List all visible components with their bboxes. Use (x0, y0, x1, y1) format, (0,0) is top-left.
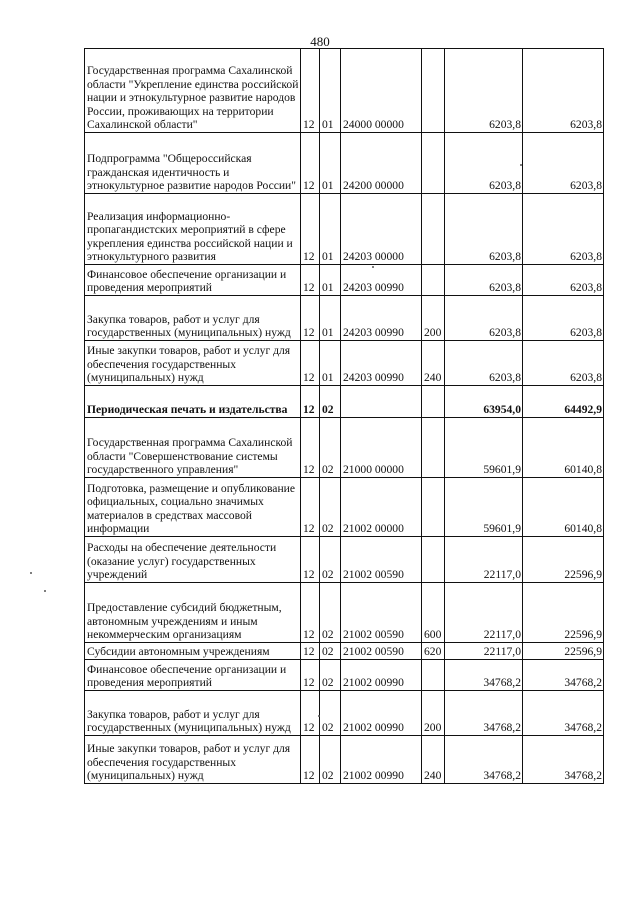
expense-type-cell: 600 (422, 583, 445, 643)
section-code-cell: 12 (301, 418, 320, 478)
amount-year2-cell: 6203,8 (523, 194, 604, 265)
amount-year1-cell: 22117,0 (445, 537, 523, 583)
table-row (85, 265, 604, 296)
amount-year1-cell: 22117,0 (445, 583, 523, 643)
expense-type-cell (422, 418, 445, 478)
amount-year2-cell: 60140,8 (523, 478, 604, 537)
table-row (85, 691, 604, 736)
section-code-cell: 12 (301, 478, 320, 537)
section-code-cell: 12 (301, 660, 320, 691)
target-article-cell: 21002 00000 (341, 478, 422, 537)
subsection-code-cell: 02 (320, 643, 341, 660)
amount-year2-cell: 60140,8 (523, 418, 604, 478)
section-code-cell: 12 (301, 341, 320, 386)
row-name-cell: Иные закупки товаров, работ и услуг для обеспечения государственных (муниципальных) нужд (85, 736, 301, 784)
amount-year2-cell: 22596,9 (523, 643, 604, 660)
scan-speck (520, 164, 522, 166)
table-row (85, 133, 604, 194)
row-name-cell: Государственная программа Сахалинской области "Укрепление единства российской нации и этнокультурное развитие народов России, проживающих на территории Сахалинской области" (85, 49, 301, 133)
subsection-code-cell: 01 (320, 265, 341, 296)
amount-year1-cell: 6203,8 (445, 133, 523, 194)
row-name-cell: Подготовка, размещение и опубликование официальных, социально значимых материалов в средствах массовой информации (85, 478, 301, 537)
table-row (85, 341, 604, 386)
amount-year2-cell: 6203,8 (523, 265, 604, 296)
scan-speck (372, 266, 374, 268)
section-code-cell: 12 (301, 691, 320, 736)
section-code-cell: 12 (301, 265, 320, 296)
budget-table (84, 48, 604, 784)
subsection-code-cell: 02 (320, 386, 341, 418)
section-code-cell: 12 (301, 643, 320, 660)
table-row (85, 583, 604, 643)
expense-type-cell (422, 537, 445, 583)
row-name-cell: Государственная программа Сахалинской области "Совершенствование системы государственного управления" (85, 418, 301, 478)
target-article-cell: 24203 00990 (341, 341, 422, 386)
expense-type-cell: 240 (422, 341, 445, 386)
amount-year2-cell: 6203,8 (523, 133, 604, 194)
row-name-cell: Закупка товаров, работ и услуг для государственных (муниципальных) нужд (85, 296, 301, 341)
target-article-cell: 24203 00990 (341, 265, 422, 296)
expense-type-cell (422, 386, 445, 418)
subsection-code-cell: 01 (320, 341, 341, 386)
table-row (85, 194, 604, 265)
expense-type-cell (422, 194, 445, 265)
amount-year1-cell: 59601,9 (445, 418, 523, 478)
amount-year2-cell: 22596,9 (523, 537, 604, 583)
subsection-code-cell: 01 (320, 49, 341, 133)
target-article-cell: 21002 00590 (341, 583, 422, 643)
row-name-cell: Реализация информационно-пропагандистских мероприятий в сфере укрепления единства российской нации и этнокультурного развития (85, 194, 301, 265)
amount-year1-cell: 59601,9 (445, 478, 523, 537)
amount-year2-cell: 34768,2 (523, 736, 604, 784)
expense-type-cell (422, 478, 445, 537)
row-name-cell: Иные закупки товаров, работ и услуг для обеспечения государственных (муниципальных) нужд (85, 341, 301, 386)
amount-year1-cell: 34768,2 (445, 691, 523, 736)
row-name-cell: Финансовое обеспечение организации и проведения мероприятий (85, 265, 301, 296)
expense-type-cell: 240 (422, 736, 445, 784)
target-article-cell: 21002 00590 (341, 537, 422, 583)
scan-speck (44, 590, 46, 592)
amount-year2-cell: 6203,8 (523, 296, 604, 341)
subsection-code-cell: 02 (320, 736, 341, 784)
target-article-cell: 24000 00000 (341, 49, 422, 133)
row-name-cell: Расходы на обеспечение деятельности (оказание услуг) государственных учреждений (85, 537, 301, 583)
amount-year2-cell: 22596,9 (523, 583, 604, 643)
table-row (85, 478, 604, 537)
subsection-code-cell: 02 (320, 660, 341, 691)
expense-type-cell (422, 133, 445, 194)
amount-year1-cell: 6203,8 (445, 265, 523, 296)
section-code-cell: 12 (301, 194, 320, 265)
row-name-cell: Предоставление субсидий бюджетным, автономным учреждениям и иным некоммерческим организациям (85, 583, 301, 643)
amount-year1-cell: 6203,8 (445, 341, 523, 386)
amount-year2-cell: 34768,2 (523, 660, 604, 691)
expense-type-cell (422, 49, 445, 133)
target-article-cell: 21002 00990 (341, 660, 422, 691)
amount-year2-cell: 6203,8 (523, 49, 604, 133)
table-row (85, 296, 604, 341)
amount-year1-cell: 6203,8 (445, 194, 523, 265)
table-row-section-total (85, 386, 604, 418)
table-row (85, 537, 604, 583)
target-article-cell: 21002 00990 (341, 691, 422, 736)
row-name-cell: Субсидии автономным учреждениям (85, 643, 301, 660)
amount-year2-cell: 34768,2 (523, 691, 604, 736)
amount-year2-cell: 64492,9 (523, 386, 604, 418)
scan-speck (30, 572, 32, 574)
expense-type-cell: 620 (422, 643, 445, 660)
table-row (85, 418, 604, 478)
row-name-cell: Периодическая печать и издательства (85, 386, 301, 418)
section-code-cell: 12 (301, 736, 320, 784)
subsection-code-cell: 01 (320, 296, 341, 341)
scan-speck (318, 715, 320, 717)
expense-type-cell: 200 (422, 296, 445, 341)
subsection-code-cell: 02 (320, 691, 341, 736)
target-article-cell: 21002 00590 (341, 643, 422, 660)
section-code-cell: 12 (301, 296, 320, 341)
amount-year1-cell: 6203,8 (445, 296, 523, 341)
target-article-cell (341, 386, 422, 418)
target-article-cell: 21002 00990 (341, 736, 422, 784)
table-row (85, 736, 604, 784)
table-row (85, 660, 604, 691)
section-code-cell: 12 (301, 537, 320, 583)
target-article-cell: 24203 00000 (341, 194, 422, 265)
target-article-cell: 21000 00000 (341, 418, 422, 478)
subsection-code-cell: 02 (320, 583, 341, 643)
subsection-code-cell: 01 (320, 194, 341, 265)
page-number: 480 (310, 34, 330, 49)
subsection-code-cell: 01 (320, 133, 341, 194)
row-name-cell: Закупка товаров, работ и услуг для государственных (муниципальных) нужд (85, 691, 301, 736)
table-row (85, 49, 604, 133)
section-code-cell: 12 (301, 583, 320, 643)
target-article-cell: 24203 00990 (341, 296, 422, 341)
expense-type-cell: 200 (422, 691, 445, 736)
section-code-cell: 12 (301, 133, 320, 194)
row-name-cell: Подпрограмма "Общероссийская гражданская идентичность и этнокультурное развитие народов России" (85, 133, 301, 194)
amount-year1-cell: 63954,0 (445, 386, 523, 418)
section-code-cell: 12 (301, 49, 320, 133)
amount-year1-cell: 22117,0 (445, 643, 523, 660)
amount-year2-cell: 6203,8 (523, 341, 604, 386)
row-name-cell: Финансовое обеспечение организации и проведения мероприятий (85, 660, 301, 691)
subsection-code-cell: 02 (320, 478, 341, 537)
subsection-code-cell: 02 (320, 537, 341, 583)
target-article-cell: 24200 00000 (341, 133, 422, 194)
amount-year1-cell: 34768,2 (445, 660, 523, 691)
budget-table-body (85, 49, 604, 784)
amount-year1-cell: 34768,2 (445, 736, 523, 784)
amount-year1-cell: 6203,8 (445, 49, 523, 133)
subsection-code-cell: 02 (320, 418, 341, 478)
expense-type-cell (422, 265, 445, 296)
section-code-cell: 12 (301, 386, 320, 418)
expense-type-cell (422, 660, 445, 691)
table-row (85, 643, 604, 660)
